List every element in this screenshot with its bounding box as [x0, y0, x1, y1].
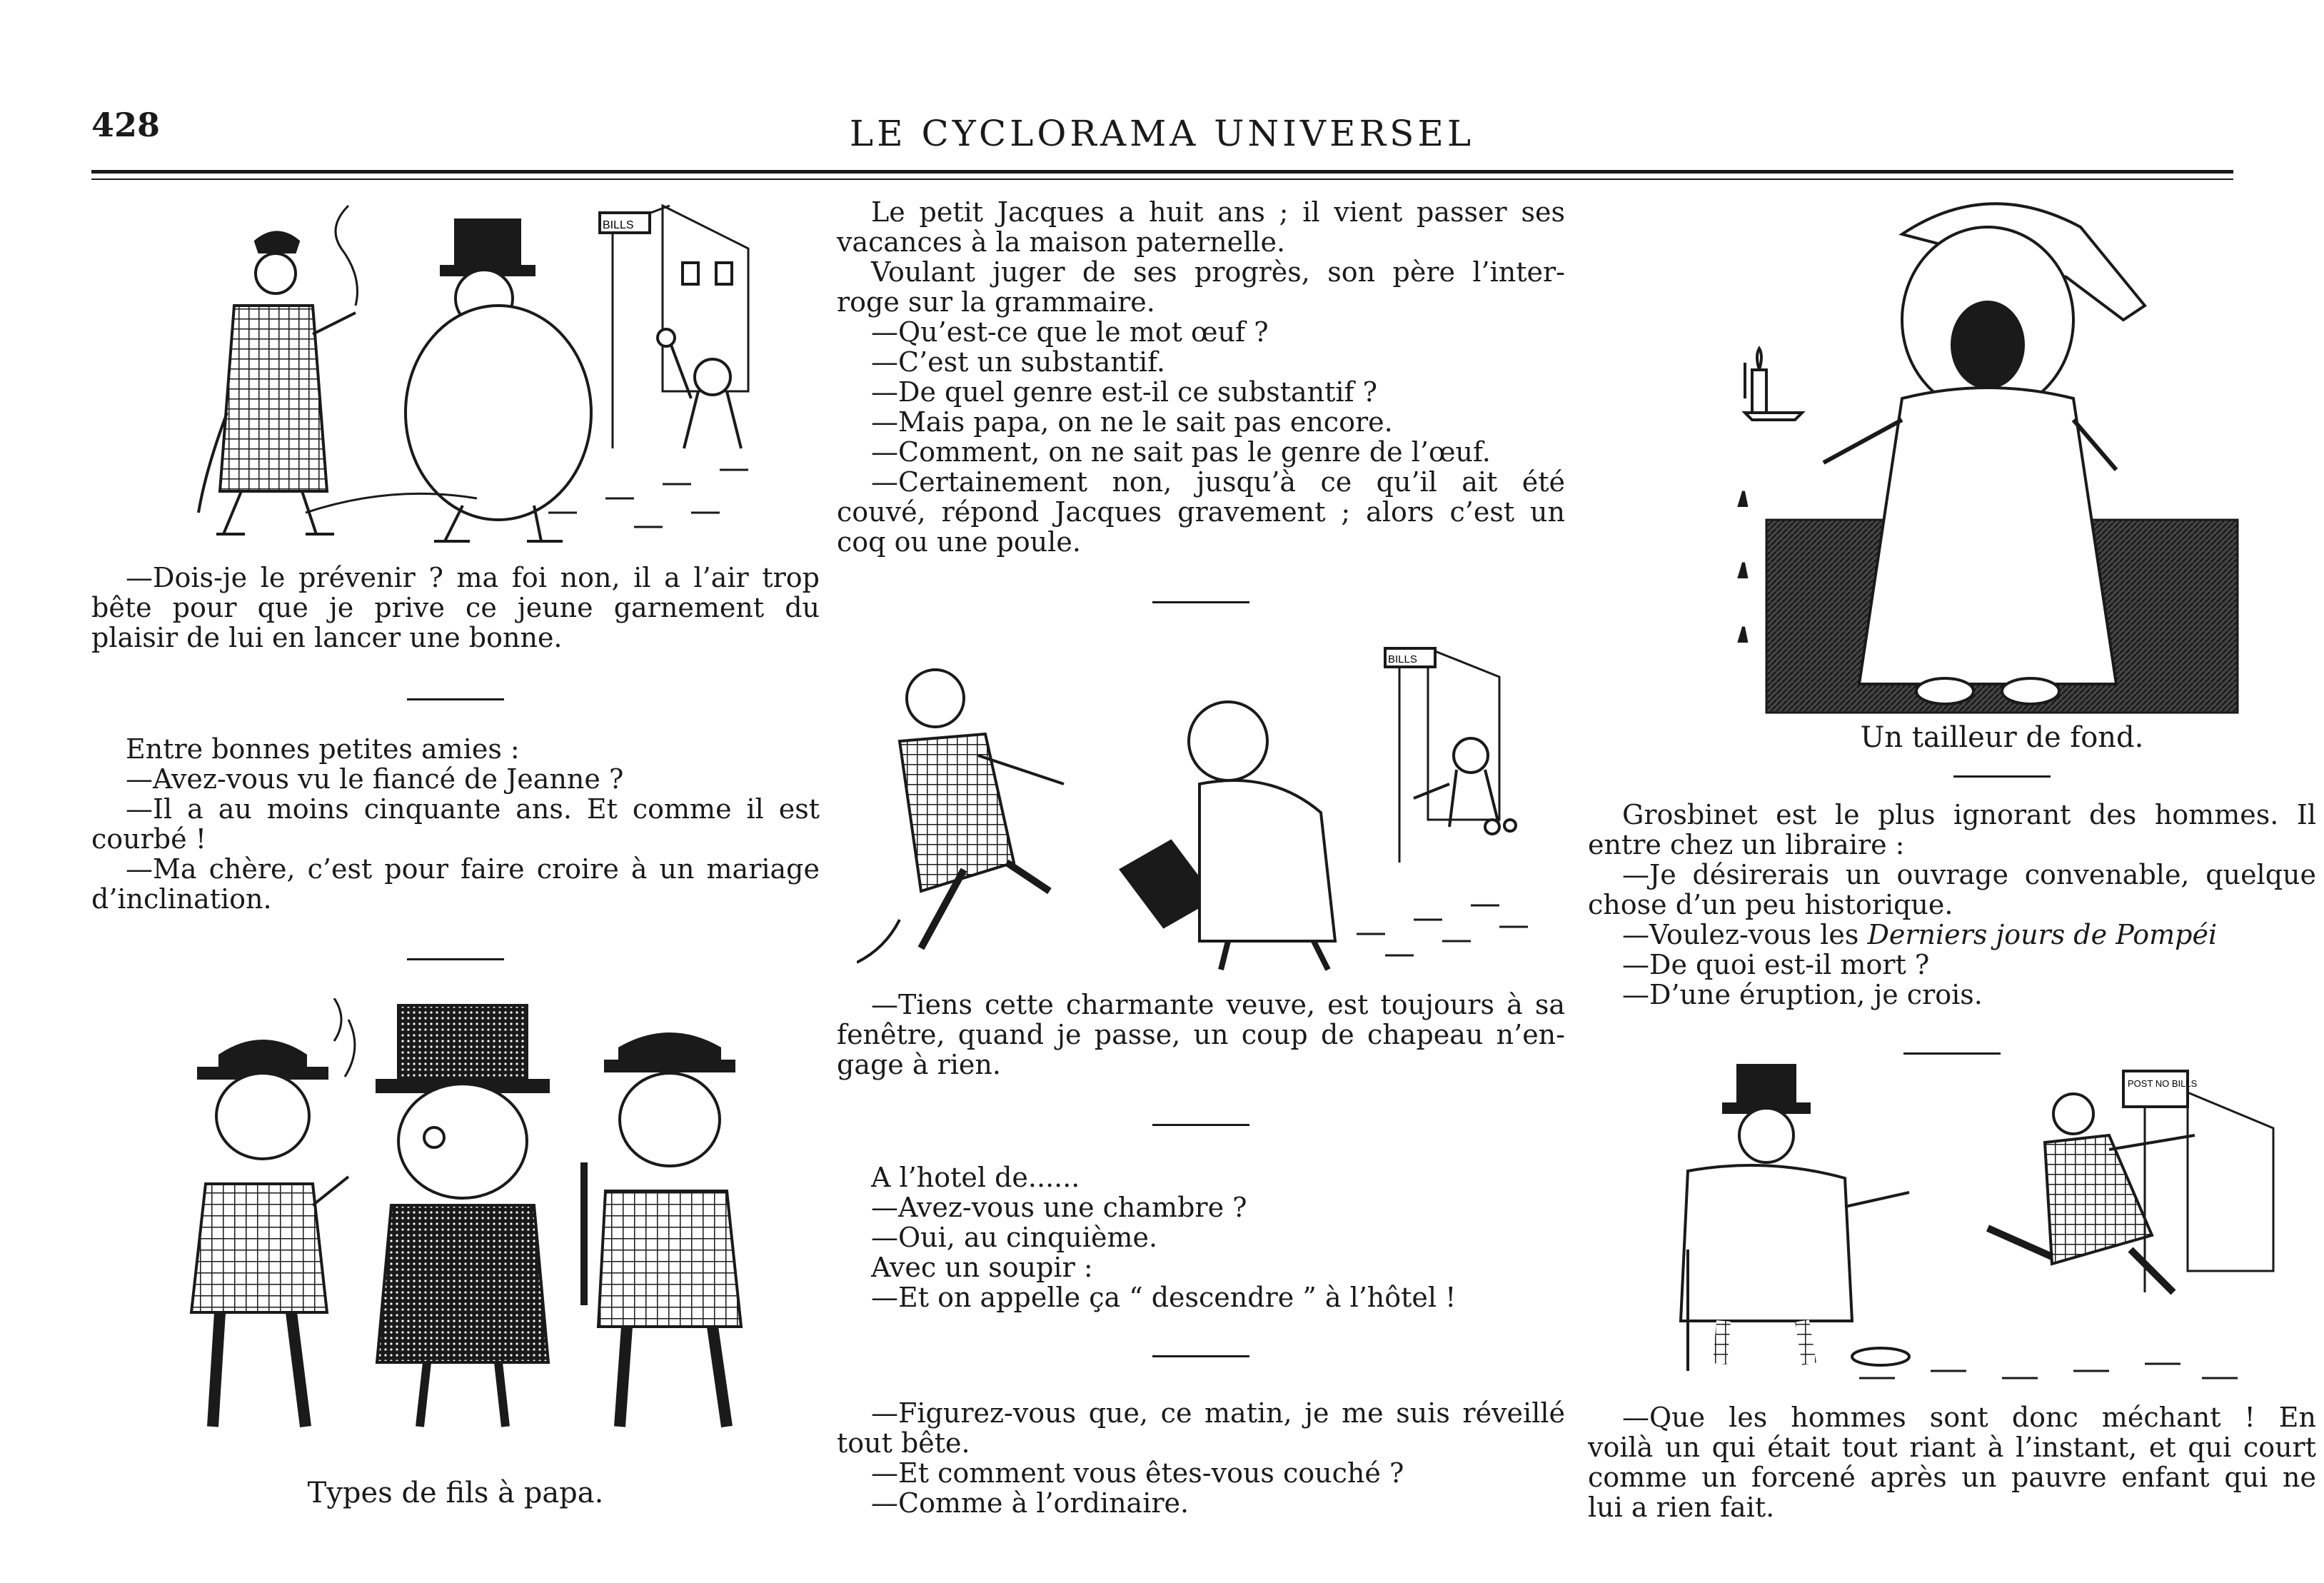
- cartoon-street-scene-3: [1645, 1064, 2288, 1392]
- illustration-man-and-boy: [149, 198, 791, 556]
- text-line: roge sur la grammaire.: [837, 286, 1155, 318]
- text-line: —Comme à l’ordinaire.: [871, 1487, 1189, 1519]
- cartoon-three-young-men: [177, 998, 791, 1448]
- text-line: d’inclination.: [91, 883, 272, 915]
- text-line: Entre bonnes petites amies :: [126, 733, 520, 765]
- text-line: Grosbinet est le plus ignorant des hommes. Il: [1622, 799, 2316, 830]
- page-number: 428: [91, 106, 161, 144]
- story-2-col2: [837, 990, 1565, 1126]
- story-3-col2: [837, 1162, 1565, 1357]
- text-line: —Avez-vous une chambre ?: [871, 1192, 1247, 1223]
- section-separator: [1953, 775, 2051, 778]
- story-1-col2: [837, 197, 1565, 603]
- text-line: courbé !: [91, 823, 206, 855]
- text-line: lui a rien fait.: [1588, 1492, 1775, 1523]
- bills-sign-1: BILLS: [603, 219, 634, 231]
- story-1-col1: [91, 563, 820, 700]
- text-line: —Ma chère, c’est pour faire croire à un mariage: [126, 853, 820, 885]
- text-line: —Et comment vous êtes-vous couché ?: [871, 1457, 1404, 1489]
- text-line: —Avez-vous vu le fiancé de Jeanne ?: [126, 763, 624, 795]
- text-line: coq ou une poule.: [837, 526, 1081, 558]
- text-line: —Certainement non, jusqu’à ce qu’il ait été: [871, 466, 1565, 498]
- section-separator: [1152, 1355, 1249, 1357]
- text-line: —C’est un substantif.: [871, 346, 1165, 378]
- column-3: [1588, 191, 2324, 1548]
- illustration-three-dandies: [177, 998, 791, 1448]
- text-line: comme un forcené après un pauvre enfant qui ne: [1588, 1462, 2316, 1493]
- text-line: vacances à la maison paternelle.: [837, 226, 1286, 258]
- story-4-col2: [837, 1398, 1565, 1518]
- cartoon-street-scene-2: [857, 634, 1564, 977]
- caption-types-de-fils: Types de fils à papa.: [307, 1477, 604, 1509]
- post-no-bills-sign: POST NO BILLS: [2128, 1078, 2198, 1089]
- text-line-book: [1588, 920, 2316, 950]
- story-1-col3: [1588, 800, 2316, 1055]
- text-line: —Il a au moins cinquante ans. Et comme il est: [126, 793, 820, 825]
- section-separator: [1152, 1124, 1249, 1126]
- illustration-chase: [1645, 1064, 2288, 1392]
- cartoon-man-in-nightshirt: [1731, 191, 2273, 720]
- text-line: gage à rien.: [837, 1049, 1001, 1080]
- text-line: —Oui, au cinquième.: [871, 1222, 1158, 1253]
- section-separator: [1152, 601, 1249, 603]
- header-rule-thick: [91, 170, 2233, 174]
- illustration-crying-man: [1731, 191, 2273, 720]
- text-line: —Comment, on ne sait pas le genre de l’œuf.: [871, 436, 1491, 468]
- text-line: —Figurez-vous que, ce matin, je me suis réveillé: [871, 1397, 1565, 1429]
- caption-tailleur-de-fond: Un tailleur de fond.: [1860, 721, 2144, 754]
- column-1: [91, 191, 820, 1548]
- section-separator: [407, 958, 504, 960]
- text-line: Avec un soupir :: [871, 1252, 1093, 1283]
- book-line-prefix: —Voulez-vous les: [1622, 919, 1868, 950]
- text-line: Le petit Jacques a huit ans ; il vient passer ses: [871, 196, 1565, 228]
- text-line: —D’une éruption, je crois.: [1622, 979, 1983, 1010]
- text-line: fenêtre, quand je passe, un coup de chapeau n’en-: [837, 1019, 1565, 1050]
- text-line: —Dois-je le prévenir ? ma foi non, il a l’air trop: [126, 562, 820, 593]
- text-line: bête pour que je prive ce jeune garnement du: [91, 592, 820, 623]
- text-line: A l’hotel de......: [871, 1162, 1080, 1193]
- text-line: plaisir de lui en lancer une bonne.: [91, 622, 563, 653]
- text-line: —De quel genre est-il ce substantif ?: [871, 376, 1378, 408]
- section-separator: [1903, 1052, 2001, 1055]
- running-head: LE CYCLORAMA UNIVERSEL: [849, 113, 1475, 154]
- bills-sign-2: BILLS: [1388, 653, 1417, 665]
- text-line: —Tiens cette charmante veuve, est toujours à sa: [871, 989, 1565, 1020]
- text-line: —Mais papa, on ne le sait pas encore.: [871, 406, 1393, 438]
- text-line: —Que les hommes sont donc méchant ! En: [1622, 1402, 2316, 1433]
- header-rule-thin: [91, 179, 2233, 180]
- column-2: [837, 191, 1565, 1548]
- text-line: couvé, répond Jacques gravement ; alors c’est un: [837, 496, 1565, 528]
- story-2-col3: [1588, 1402, 2316, 1522]
- text-line: chose d’un peu historique.: [1588, 889, 1953, 920]
- story-2-col1: [91, 734, 820, 960]
- text-line: Voulant juger de ses progrès, son père l’inter-: [871, 256, 1565, 288]
- book-title: Derniers jours de Pompéi: [1867, 919, 2218, 950]
- text-line: —Qu’est-ce que le mot œuf ?: [871, 316, 1269, 348]
- section-separator: [407, 698, 504, 700]
- text-line: —Je désirerais un ouvrage convenable, quelque: [1622, 859, 2316, 890]
- text-line: —Et on appelle ça “ descendre ” à l’hôtel !: [871, 1282, 1457, 1313]
- cartoon-street-scene-1: [149, 198, 791, 556]
- text-line: —De quoi est-il mort ?: [1622, 949, 1930, 980]
- text-line: voilà un qui était tout riant à l’instant, et qui court: [1588, 1432, 2316, 1463]
- text-line: tout bête.: [837, 1427, 970, 1459]
- text-line: entre chez un libraire :: [1588, 829, 1905, 860]
- illustration-hat-doffing: [857, 634, 1564, 977]
